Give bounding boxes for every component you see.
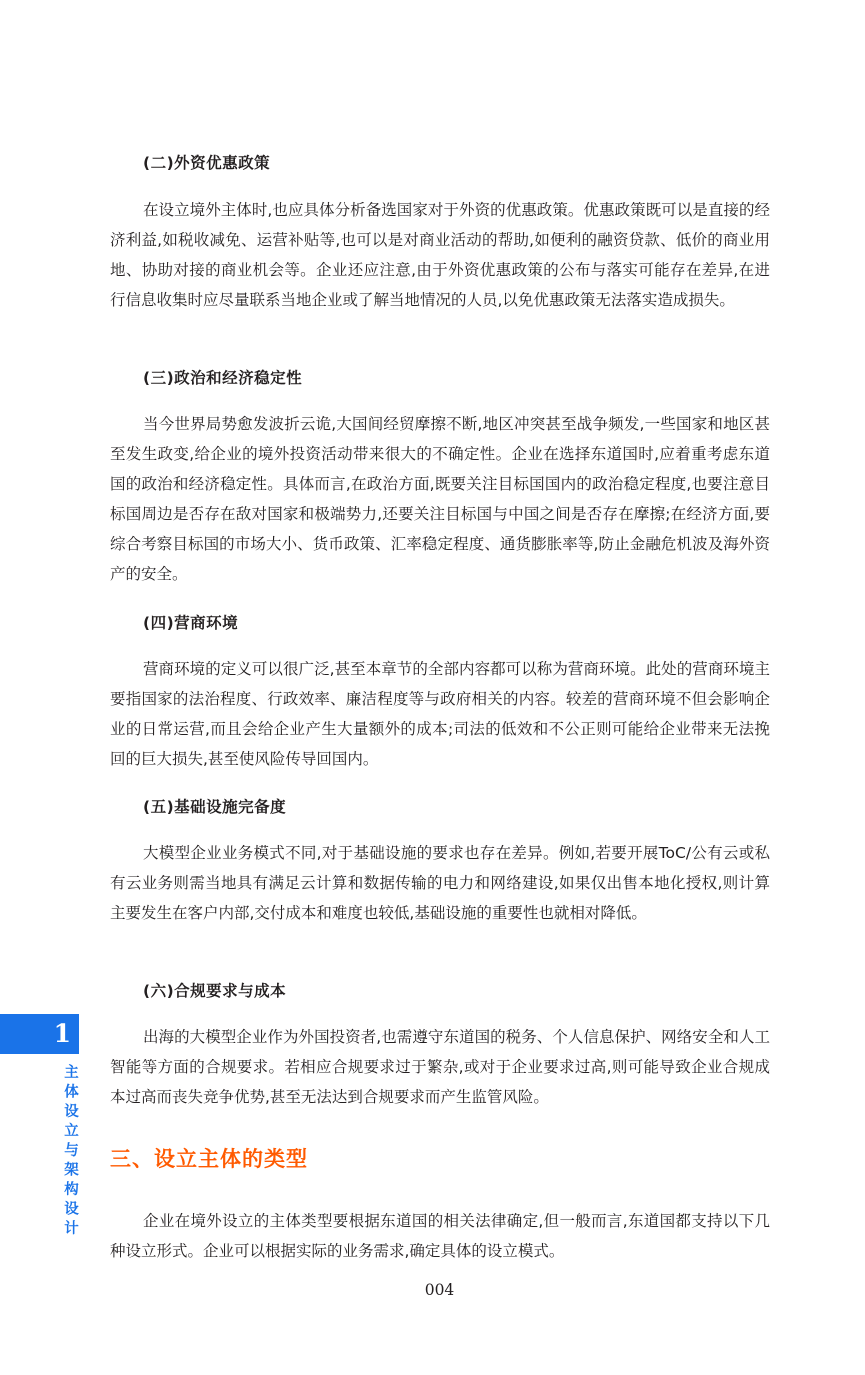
paragraph-chapter-intro: 企业在境外设立的主体类型要根据东道国的相关法律确定,但一般而言,东道国都支持以下几种设立形式。企业可以根据实际的业务需求,确定具体的设立模式。 bbox=[110, 1212, 770, 1260]
section-heading-preferential-policies: (二)外资优惠政策 bbox=[143, 154, 271, 172]
section-heading-business-environment: (四)营商环境 bbox=[143, 614, 239, 632]
chapter-tab bbox=[0, 1014, 79, 1054]
paragraph-business-environment: 营商环境的定义可以很广泛,甚至本章节的全部内容都可以称为营商环境。此处的营商环境主要指国家的法治程度、行政效率、廉洁程度等与政府相关的内容。较差的营商环境不但会影响企业的日常运营,而且会给企业产生大量额外的成本;司法的低效和不公正则可能给企业带来无法挽回的巨大损失,甚至使风险传导回国内。 bbox=[110, 660, 770, 768]
paragraph-stability: 当今世界局势愈发波折云诡,大国间经贸摩擦不断,地区冲突甚至战争频发,一些国家和地区甚至发生政变,给企业的境外投资活动带来很大的不确定性。企业在选择东道国时,应着重考虑东道国的政治和经济稳定性。具体而言,在政治方面,既要关注目标国国内的政治稳定程度,也要注意目标国周边是否存在敌对国家和极端势力,还要关注目标国与中国之间是否存在摩擦;在经济方面,要综合考察目标国的市场大小、货币政策、汇率稳定程度、通货膨胀率等,防止金融危机波及海外资产的安全。 bbox=[110, 415, 770, 583]
paragraph-compliance: 出海的大模型企业作为外国投资者,也需遵守东道国的税务、个人信息保护、网络安全和人工智能等方面的合规要求。若相应合规要求过于繁杂,或对于企业要求过高,则可能导致企业合规成本过高而丧失竞争优势,甚至无法达到合规要求而产生监管风险。 bbox=[110, 1028, 770, 1106]
chapter-side-label: 主体设立与架构设计 bbox=[62, 1064, 78, 1240]
section-heading-infrastructure: (五)基础设施完备度 bbox=[143, 798, 287, 816]
chapter-title: 三、设立主体的类型 bbox=[110, 1147, 308, 1171]
section-heading-stability: (三)政治和经济稳定性 bbox=[143, 369, 303, 387]
page-number: 004 bbox=[424, 1281, 455, 1299]
section-heading-compliance: (六)合规要求与成本 bbox=[143, 982, 287, 1000]
paragraph-preferential-policies: 在设立境外主体时,也应具体分析备选国家对于外资的优惠政策。优惠政策既可以是直接的经济利益,如税收减免、运营补贴等,也可以是对商业活动的帮助,如便利的融资贷款、低价的商业用地、协助对接的商业机会等。企业还应注意,由于外资优惠政策的公布与落实可能存在差异,在进行信息收集时应尽量联系当地企业或了解当地情况的人员,以免优惠政策无法落实造成损失。 bbox=[110, 201, 770, 309]
paragraph-infrastructure: 大模型企业业务模式不同,对于基础设施的要求也存在差异。例如,若要开展ToC/公有云或私有云业务则需当地具有满足云计算和数据传输的电力和网络建设,如果仅出售本地化授权,则计算主要发生在客户内部,交付成本和难度也较低,基础设施的重要性也就相对降低。 bbox=[110, 844, 770, 922]
chapter-number: 1 bbox=[53, 1019, 71, 1048]
